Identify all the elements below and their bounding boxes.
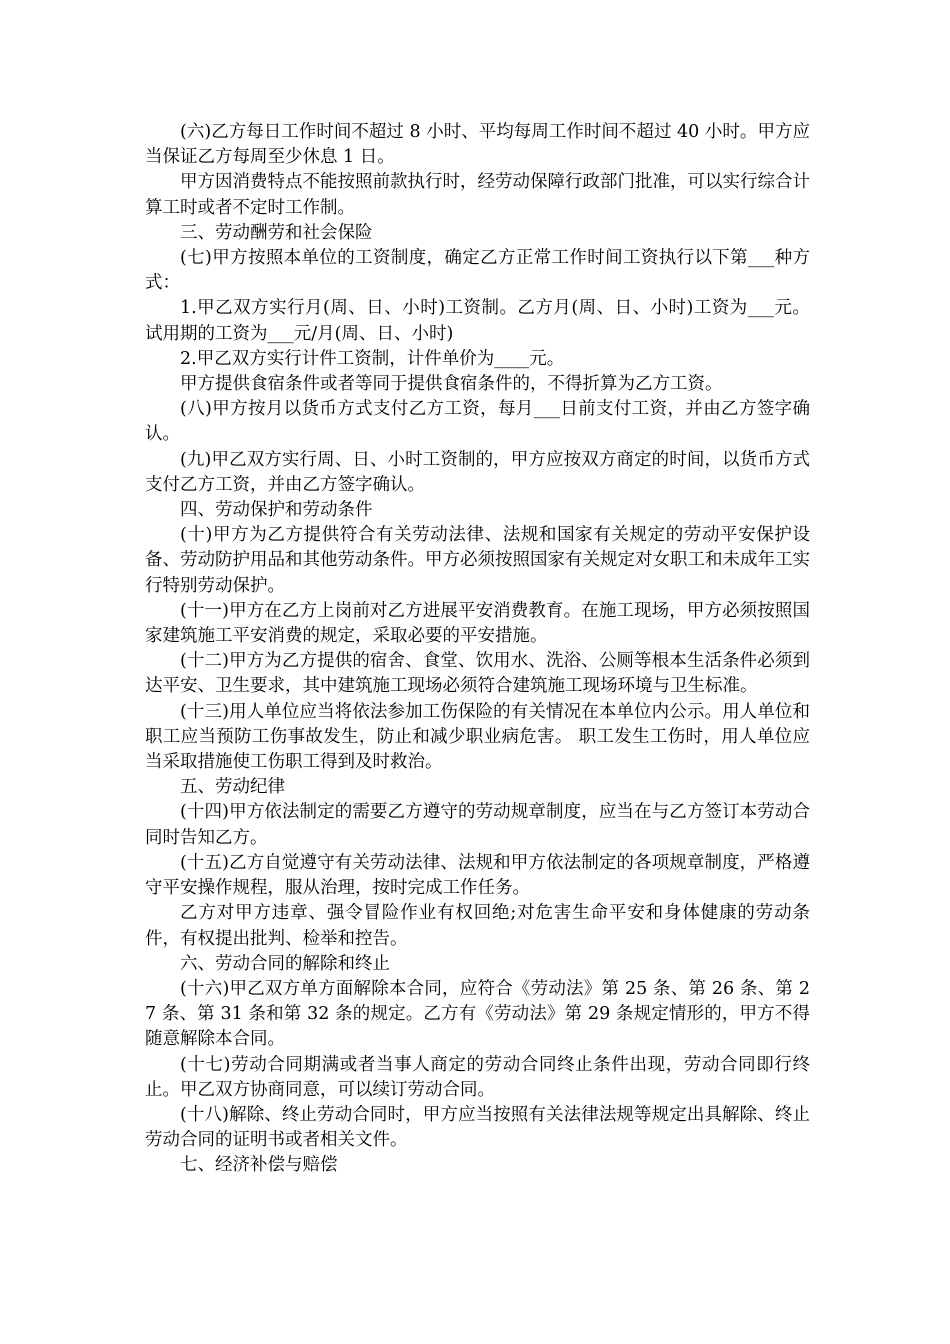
paragraph-7-wage-system: (七)甲方按照本单位的工资制度，确定乙方正常工作时间工资执行以下第___种方式： xyxy=(145,248,810,294)
paragraph-18-certificate: (十八)解除、终止劳动合同时，甲方应当按照有关法律法规等规定出具解除、终止劳动合同的证明书或者相关文件。 xyxy=(145,1104,810,1151)
paragraph-monthly-wage: 1.甲乙双方实行月(周、日、小时)工资制。乙方月(周、日、小时)工资为___元。试用期的工资为___元/月(周、日、小时) xyxy=(145,298,810,344)
paragraph-10-protection: (十)甲方为乙方提供符合有关劳动法律、法规和国家有关规定的劳动平安保护设备、劳动防护用品和其他劳动条件。甲方必须按照国家有关规定对女职工和未成年工实行特别劳动保护。 xyxy=(145,525,810,596)
paragraph-13-injury-insurance: (十三)用人单位应当将依法参加工伤保险的有关情况在本单位内公示。用人单位和职工应当预防工伤事故发生，防止和减少职业病危害。 职工发生工伤时，用人单位应当采取措施使工伤职工得到及时救治。 xyxy=(145,701,810,773)
paragraph-flexible-hours: 甲方因消费特点不能按照前款执行时，经劳动保障行政部门批准，可以实行综合计算工时或者不定时工作制。 xyxy=(145,172,810,218)
paragraph-15-compliance: (十五)乙方自觉遵守有关劳动法律、法规和甲方依法制定的各项规章制度，严格遵守平安操作规程，服从治理，按时完成工作任务。 xyxy=(145,852,810,899)
paragraph-8-payment: (八)甲方按月以货币方式支付乙方工资，每月___日前支付工资，并由乙方签字确认。 xyxy=(145,399,810,445)
section-heading-4: 四、劳动保护和劳动条件 xyxy=(180,500,373,521)
paragraph-9-hourly-payment: (九)甲乙双方实行周、日、小时工资制的，甲方应按双方商定的时间，以货币方式支付乙方工资，并由乙方签字确认。 xyxy=(145,449,810,495)
paragraph-6-work-hours: (六)乙方每日工作时间不超过 8 小时、平均每周工作时间不超过 40 小时。甲方应当保证乙方每周至少休息 1 日。 xyxy=(145,122,810,168)
paragraph-14-rules: (十四)甲方依法制定的需要乙方遵守的劳动规章制度，应当在与乙方签订本劳动合同时告知乙方。 xyxy=(145,802,810,848)
paragraph-board-lodging: 甲方提供食宿条件或者等同于提供食宿条件的，不得折算为乙方工资。 xyxy=(180,374,723,395)
paragraph-11-safety-education: (十一)甲方在乙方上岗前对乙方进展平安消费教育。在施工现场，甲方必须按照国家建筑施工平安消费的规定，采取必要的平安措施。 xyxy=(145,600,810,647)
paragraph-piece-wage: 2.甲乙双方实行计件工资制，计件单价为____元。 xyxy=(180,348,565,369)
document-body xyxy=(145,120,810,1179)
paragraph-refusal-rights: 乙方对甲方违章、强令冒险作业有权回绝;对危害生命平安和身体健康的劳动条件，有权提出批判、检举和控告。 xyxy=(145,903,810,949)
paragraph-12-living-conditions: (十二)甲方为乙方提供的宿舍、食堂、饮用水、洗浴、公厕等根本生活条件必须到达平安、卫生要求，其中建筑施工现场必须符合建筑施工现场环境与卫生标准。 xyxy=(145,651,810,697)
section-heading-7: 七、经济补偿与赔偿 xyxy=(180,1155,338,1176)
paragraph-16-termination: (十六)甲乙双方单方面解除本合同，应符合《劳动法》第 25 条、第 26 条、第 27 条、第 31 条和第 32 条的规定。乙方有《劳动法》第 29 条规定情形的，甲方不得随意解除本合同。 xyxy=(145,978,810,1050)
section-heading-3: 三、劳动酬劳和社会保险 xyxy=(180,222,373,243)
paragraph-17-expiry: (十七)劳动合同期满或者当事人商定的劳动合同终止条件出现，劳动合同即行终止。甲乙双方协商同意，可以续订劳动合同。 xyxy=(145,1054,810,1100)
section-heading-5: 五、劳动纪律 xyxy=(180,777,285,798)
section-heading-6: 六、劳动合同的解除和终止 xyxy=(180,953,390,974)
